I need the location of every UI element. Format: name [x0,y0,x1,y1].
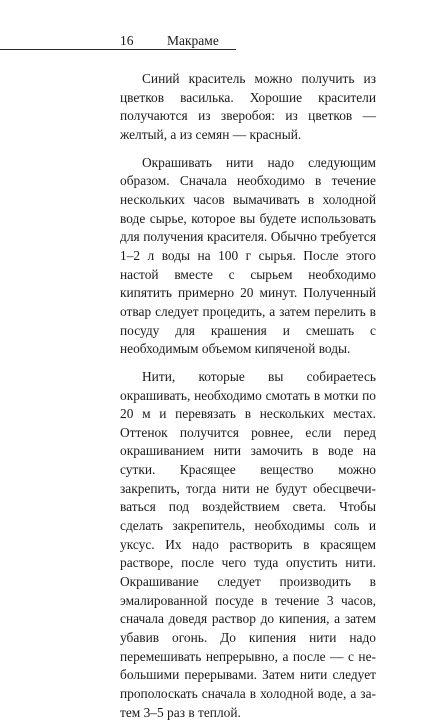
paragraph-dyes: Синий краситель можно получить из цветков василька. Хорошие красители получаются из зверобоя: из цветков — желтый, а из семян — красный. [120,71,376,142]
body-text [120,70,376,722]
running-title: Макраме [165,33,223,49]
page-number: 16 [120,33,138,49]
paragraph-dye-preparation: Окрашивать нити надо следующим образом. Сначала необходимо в течение нескольких часов вымачивать в холодной воде сырье, которое вы будете использовать для получения красителя. Обычно требуется 1–2 л воды на 100 г сырья. После этого настой вместе с сырьем необходимо кипятить примерно 20 минут. Полученный отвар следует процедить, а затем перелить в посуду для крашения и смешать с необходимым объемом кипяченой воды. [120,154,376,357]
header-rule [0,49,236,50]
running-header [0,33,240,55]
paragraph-dyeing-process: Нити, которые вы собираетесь окрашивать, необходимо смотать в мотки по 20 м и перевязать в нескольких местах. Оттенок получится ровнее, если перед окрашиванием нити замочить в воде на сутки. Красящее вещество можно закрепить, тогда нити не будут обесцвечиваться под воздействием света. Чтобы сделать закрепитель, необходимы соль и уксус. Их надо растворить в красящем растворе, после чего туда опустить нити. Окрашивание следует производить в эмалированной посуде в течение 3 часов, сначала доведя раствор до кипения, а затем убавив огонь. До кипения нити надо перемешивать непрерывно, а после — с небольшими перерывами. Затем нити следует прополоскать сначала в холодной воде, а затем 3–5 раз в теплой. [120,368,376,720]
